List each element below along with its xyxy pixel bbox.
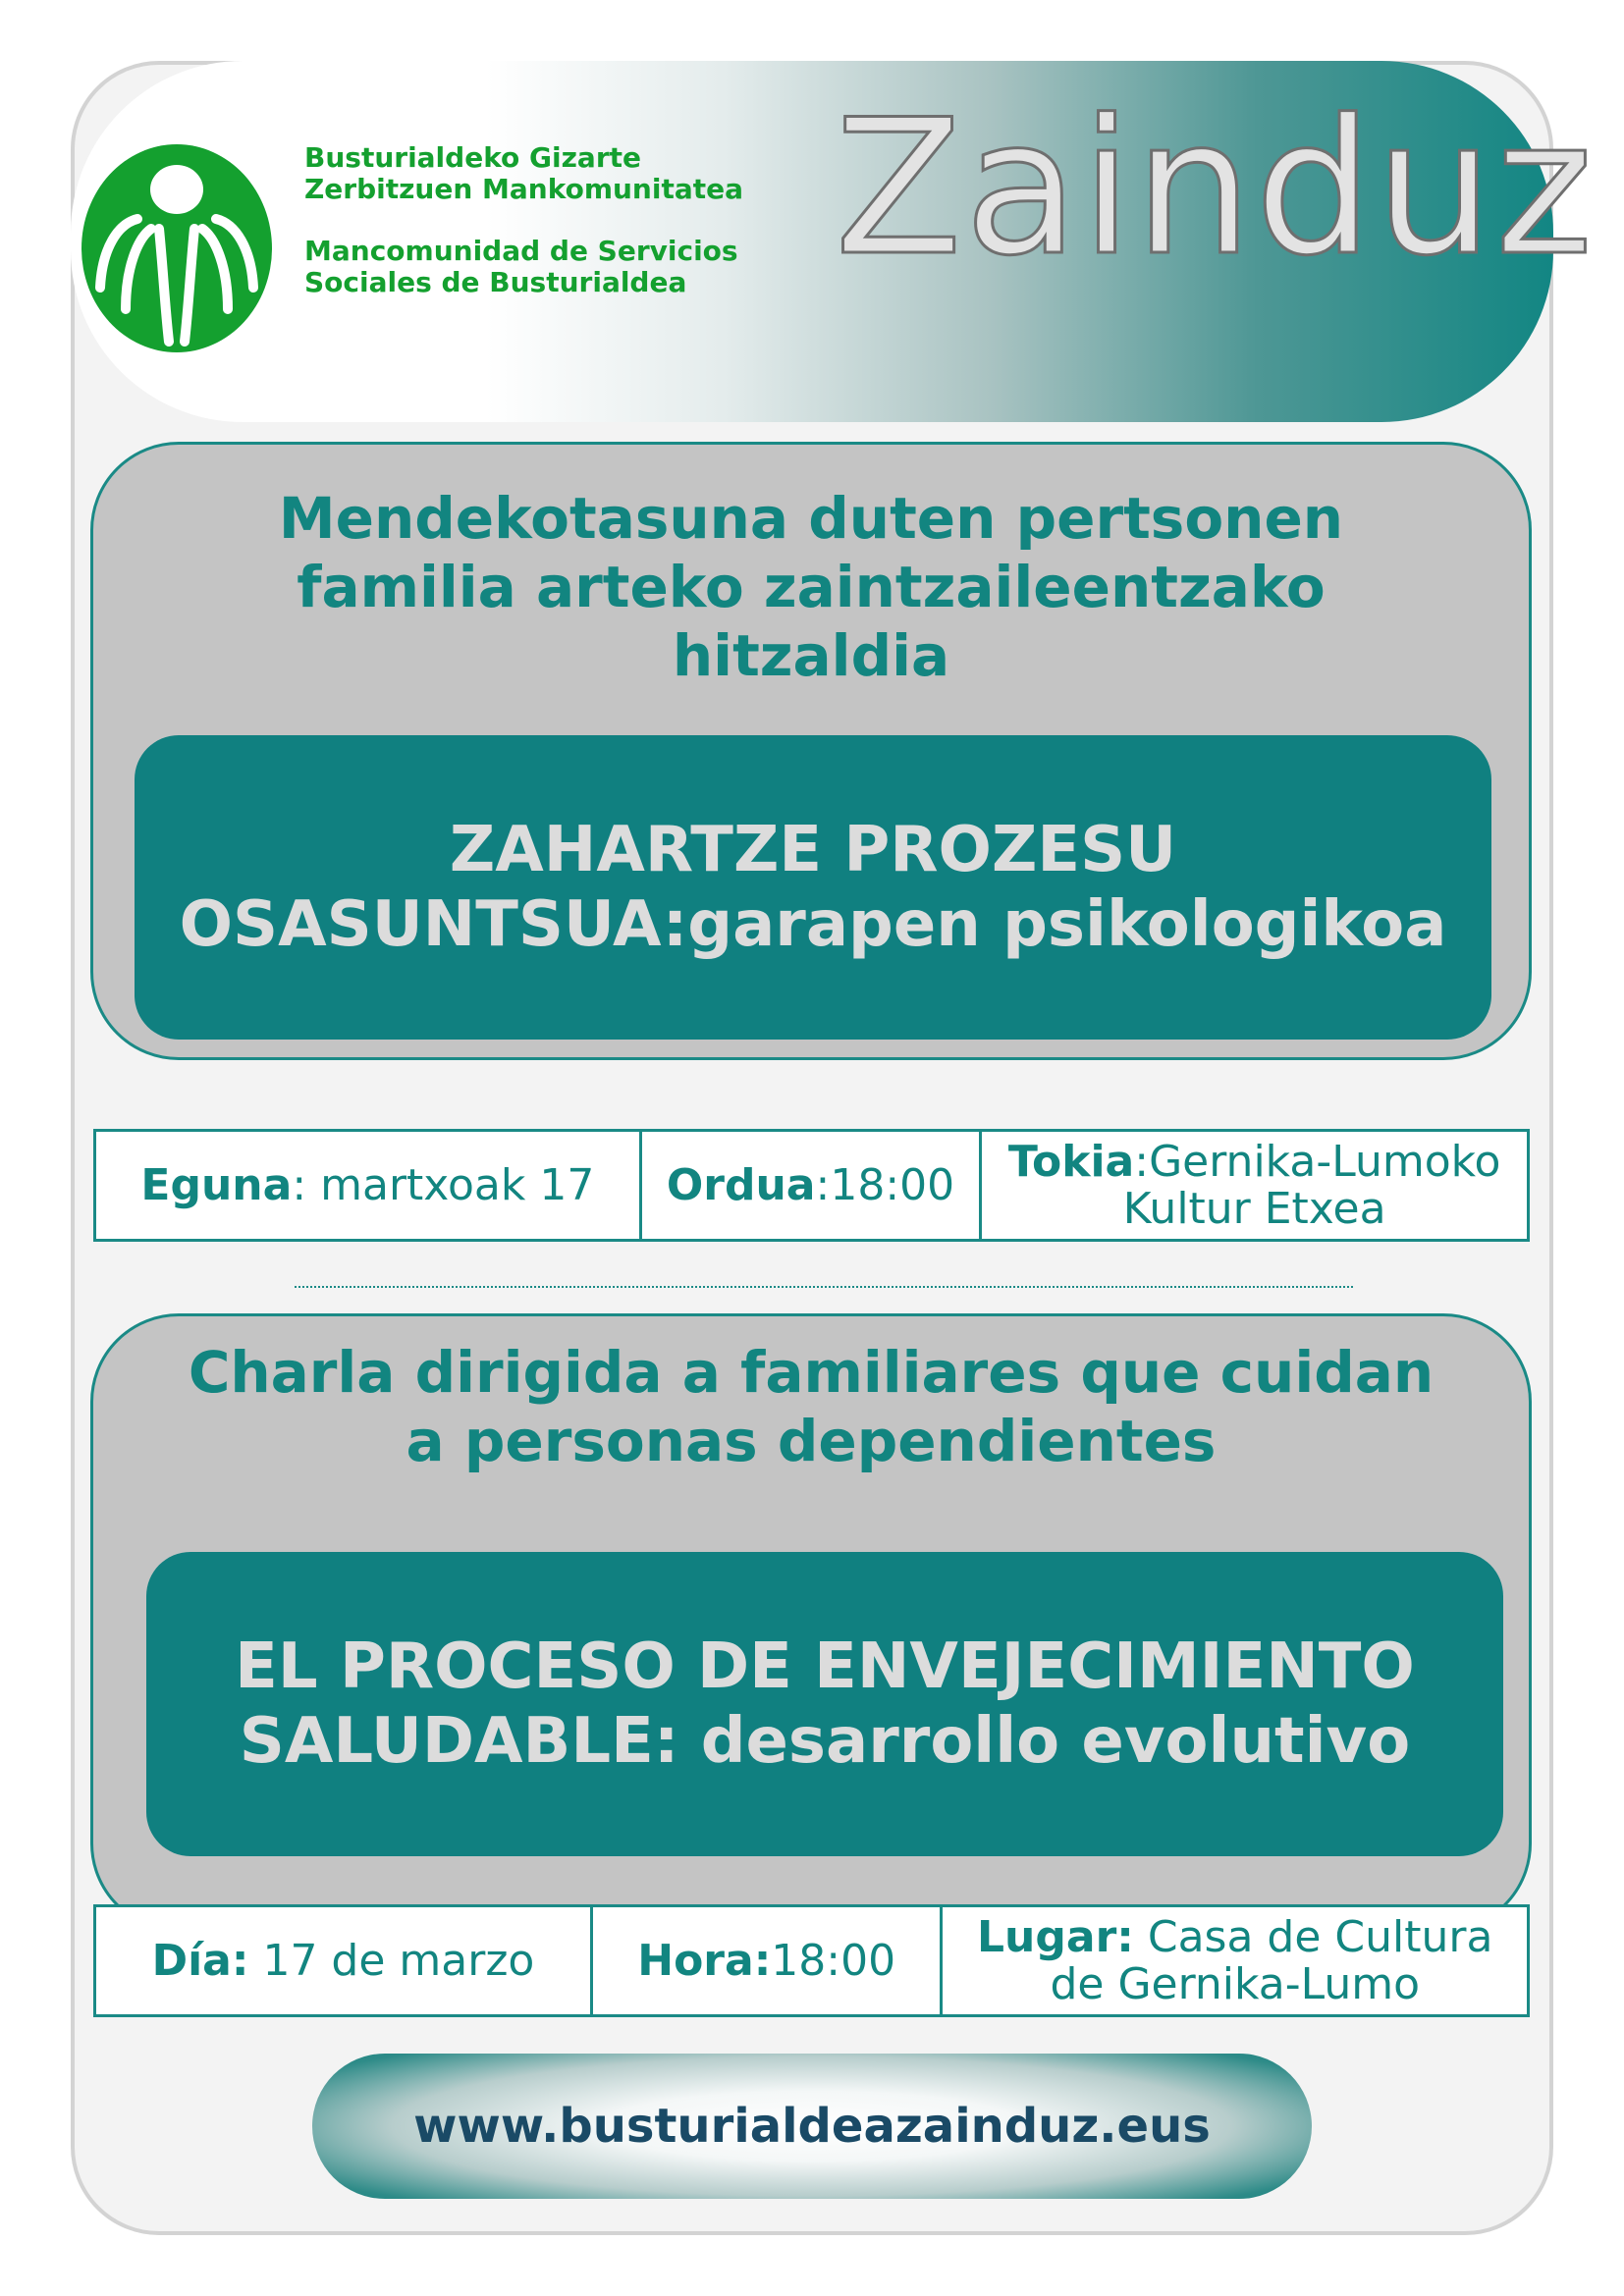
basque-talk-panel: [90, 442, 1532, 1060]
spanish-day-cell: Día: 17 de marzo: [96, 1907, 593, 2014]
mancomunidad-logo-icon: [79, 140, 275, 354]
basque-info-row: [93, 1129, 1530, 1242]
basque-place-cell: Tokia:Gernika-Lumoko Kultur Etxea: [1007, 1136, 1501, 1234]
spanish-place-cell: Lugar: Casa de Cultura de Gernika-Lumo: [977, 1911, 1493, 2009]
website-link-pill[interactable]: [312, 2054, 1312, 2199]
spanish-talk-panel: [90, 1313, 1532, 1932]
basque-intro-heading: Mendekotasuna duten pertsonen familia arteko zaintzaileentzako hitzaldia: [278, 485, 1344, 689]
website-url[interactable]: www.busturialdeazainduz.eus: [413, 2099, 1211, 2154]
spanish-topic-box: EL PROCESO DE ENVEJECIMIENTO SALUDABLE: desarrollo evolutivo: [146, 1552, 1503, 1856]
spanish-intro-heading: Charla dirigida a familiares que cuidan a personas dependientes: [188, 1339, 1435, 1474]
spanish-info-row: [93, 1904, 1530, 2017]
spanish-time-cell: Hora:18:00: [593, 1907, 944, 2014]
basque-time-cell: Ordua:18:00: [642, 1132, 983, 1239]
basque-day-cell: Eguna: martxoak 17: [96, 1132, 642, 1239]
section-divider: [295, 1286, 1353, 1288]
org-name-spanish: Mancomunidad de Servicios Sociales de Busturialdea: [304, 235, 738, 298]
org-name-basque: Busturialdeko Gizarte Zerbitzuen Mankomunitatea: [304, 141, 744, 205]
brand-title: Zainduz: [835, 80, 1596, 296]
basque-topic-box: ZAHARTZE PROZESU OSASUNTSUA:garapen psikologikoa: [135, 735, 1491, 1040]
